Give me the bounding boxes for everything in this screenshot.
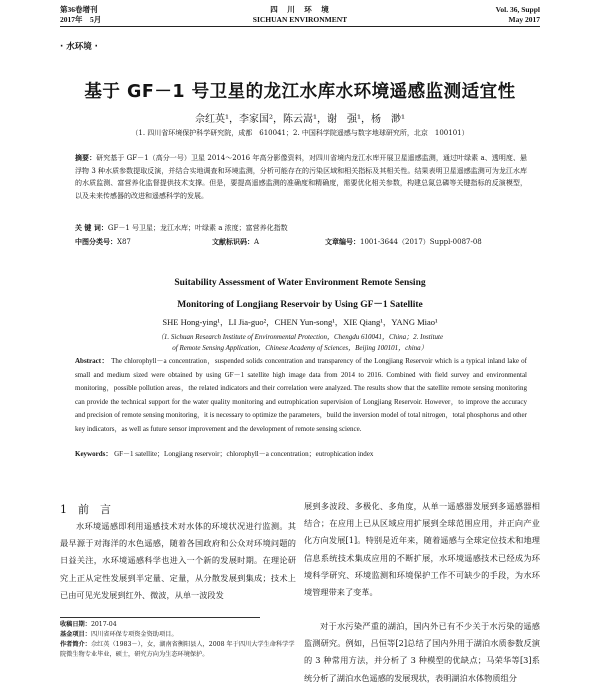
abstract-cn-label: 摘要： — [75, 154, 97, 162]
keywords-cn-text: GF－1 号卫星；龙江水库；叶绿素 a 浓度；富营养化指数 — [107, 224, 288, 232]
header-journal-en: SICHUAN ENVIRONMENT — [252, 15, 348, 24]
affiliation-cn: （1. 四川省环境保护科学研究院，成都 610041；2. 中国科学院遥感与数字地球研究所，北京 100101） — [131, 129, 469, 137]
footnote-fund — [60, 630, 296, 640]
doc-label: 文献标识码： — [212, 238, 254, 246]
header-volume-en: Vol. 36, Suppl — [495, 5, 540, 14]
header-rule — [60, 26, 540, 27]
header-journal-cn: 四 川 环 境 — [270, 5, 330, 14]
classification-article — [325, 238, 482, 247]
article-label: 文章编号： — [325, 238, 360, 246]
footnote-fund-value: 四川省环保专项资金资助项目。 — [90, 631, 178, 638]
abstract-en — [75, 355, 527, 437]
footnote-received — [60, 620, 296, 630]
classification-clc — [75, 238, 131, 247]
page-title: 基于 GF－1 号卫星的龙江水库水环境遥感监测适宜性 — [84, 82, 516, 102]
intro-right-paragraph-1: 展到多波段、多极化、多角度，从单一遥感器发展到多遥感器相结合；在应用上已从区域应用扩展到全球范围应用，并正向产业化方向发展[1]。特别是近年来，随着遥感与全球定位技术和地理信息系统技术集成应用的不断扩展，水环境遥感技术已经成为环境科学研究、环境监测和环境保护工作不可缺少的手段，为水环境管理带来了变革。 — [304, 501, 540, 598]
footnote-author-label: 作者简介： — [60, 641, 91, 648]
footnote-received-label: 收稿日期： — [60, 621, 91, 628]
footnote-received-value: 2017-04 — [90, 621, 117, 628]
clc-label: 中图分类号： — [75, 238, 117, 246]
keywords-en-label: Keywords： — [75, 450, 113, 458]
header-date-en: May 2017 — [508, 15, 540, 24]
authors-cn: 佘红英¹，李家国²，陈云嵩¹，谢 强¹，杨 渺¹ — [194, 114, 406, 125]
header-volume-cn: 第36卷增刊 — [60, 5, 98, 14]
footnote-author-value: 佘红英（1983－），女，湖南省衡阳县人，2008 年于四川大学生命科学学院微生物专业毕业，硕士，研究方向为生态环境保护。 — [60, 641, 295, 658]
intro-heading: 1 前 言 — [60, 503, 111, 516]
abstract-cn-text: 研究基于 GF－1（高分一号）卫星 2014～2016 年高分影像资料，对四川省境内龙江水库开展卫星遥感监测，通过叶绿素 a、透明度、悬浮物 3 种水质参数提取反演，并结合实地调查和环境监测，分析可能存在的污染区域和相关指标及其相关性。结果表明卫星遥感监测可为龙江水库的水质监测、富营养化监督提供技术支撑。但是，要提高遥感监测的准确度和精确度，需要优化相关参数，构建总氮总磷等关键指标的反演模型，以及未来传感器的改进和遥感科学的发展。 — [75, 154, 527, 200]
article-value: 1001-3644（2017）Suppl-0087-08 — [360, 238, 482, 246]
affiliation-en-line1: （1. Sichuan Research Institute of Environmental Protection，Chengdu 610041，China；2. Institute — [156, 333, 444, 341]
doc-value: A — [254, 238, 260, 246]
authors-en: SHE Hong-ying¹，LI Jia-guo²，CHEN Yun-song¹，XIE Qiang¹，YANG Miao¹ — [162, 317, 438, 327]
clc-value: X87 — [117, 238, 131, 246]
footnote-rule — [60, 617, 260, 618]
title-en-line1: Suitability Assessment of Water Environment Remote Sensing — [174, 278, 426, 288]
keywords-cn-label: 关 键 词： — [75, 224, 108, 232]
abstract-en-label: Abstract： — [75, 357, 109, 365]
keywords-en-text: GF－1 satellite；Longjiang reservoir；chlorophyll－a concentration；eutrophication index — [114, 450, 374, 458]
affiliation-en-line2: of Remote Sensing Application，Chinese Academy of Sciences，Beijing 100101，china） — [172, 344, 428, 352]
header-date-cn: 2017年 5月 — [60, 15, 102, 24]
intro-right-paragraph-2: 对于水污染严重的湖泊，国内外已有不少关于水污染的遥感监测研究。例如，吕恒等[2]总结了国内外用于湖泊水质参数反演的 3 种常用方法，并分析了 3 种模型的优缺点；马荣华等[3]系统分析了湖泊水色遥感的发展现状，表明湖泊水体物质组分 — [304, 621, 540, 683]
title-en-line2: Monitoring of Longjiang Reservoir by Using GF－1 Satellite — [177, 300, 423, 310]
abstract-cn — [75, 152, 527, 202]
intro-left-paragraph: 水环境遥感即利用遥感技术对水体的环境状况进行监测。其最早源于对海洋的水色遥感，随着各国政府和公众对环境问题的日益关注，水环境遥感科学也进入一个新的发展时期。在理论研究上正从定性发展到半定量、定量，从分散发展到集成；技术上已由可见光发展到红外、微波，从单一波段发 — [60, 521, 296, 600]
footnote-fund-label: 基金项目： — [60, 631, 91, 638]
abstract-en-text: The chlorophyll－a concentration，suspended solids concentration and transparency of the Longjiang Reservoir which is a typical inland lake of small and medium sized were obtained by using GF－1 satellite high image data from 2014 to 2016. Combined with field survey and environmental monitoring，possible pollution areas，the related indicators and their correlation were analyzed. The results show that the satellite remote sensing monitoring can provide the technical support for the water quality monitoring and eutrophication supervision of Longjiang Reservoir. However，to improve the accuracy and precision of remote sensing monitoring，it is necessary to optimize the parameters，build the inversion model of total nitrogen，total phosphorus and other key indicators，as well as future sensor improvement and the development of remote sensing science. — [75, 357, 527, 433]
footnote-author — [60, 640, 296, 660]
footnote — [60, 620, 296, 660]
keywords-en — [75, 449, 373, 459]
keywords-cn — [75, 224, 288, 233]
section-tag: · 水环境 · — [60, 42, 98, 52]
classification-doc — [212, 238, 259, 247]
